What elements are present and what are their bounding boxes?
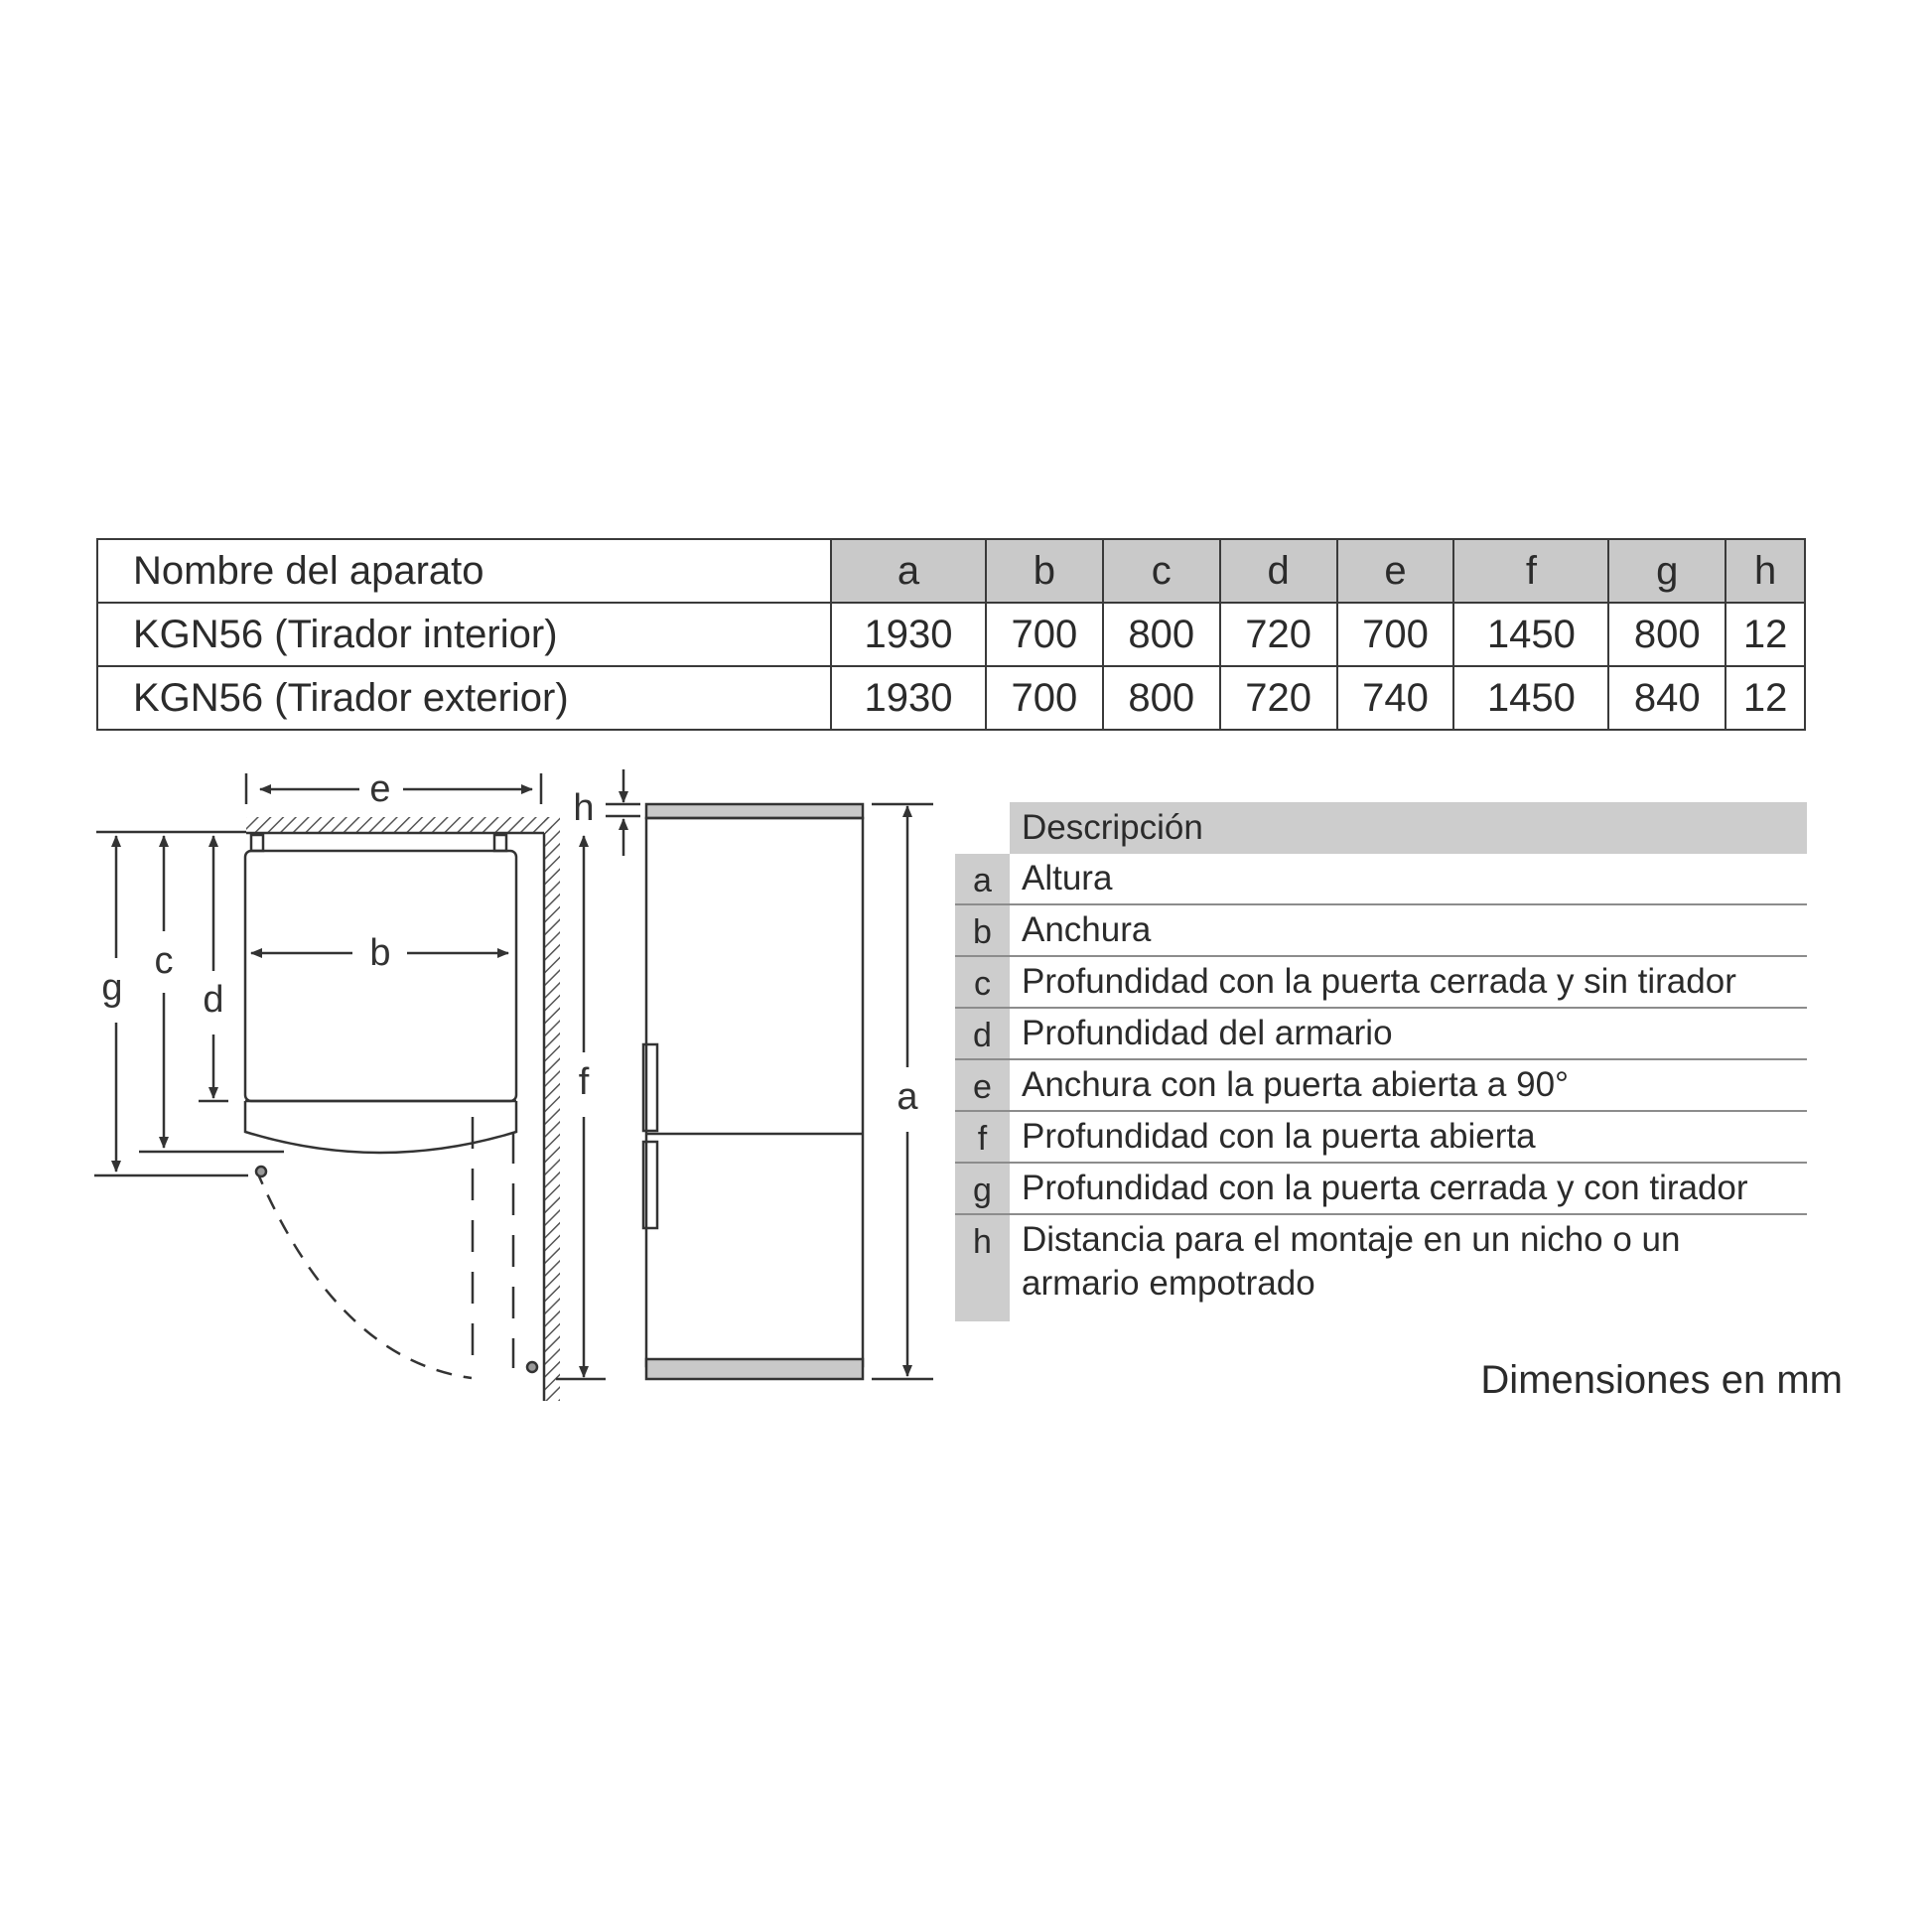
legend-item bbox=[955, 957, 1807, 1009]
label-g: g bbox=[101, 967, 123, 1009]
wall-hatch-right bbox=[544, 817, 560, 1401]
table-cell: 12 bbox=[1725, 666, 1805, 730]
table-cell: 1450 bbox=[1453, 666, 1608, 730]
units-note: Dimensiones en mm bbox=[1480, 1358, 1843, 1402]
front-top-cap bbox=[646, 804, 863, 818]
legend-text: Distancia para el montaje en un nicho o un armario empotrado bbox=[1022, 1220, 1681, 1303]
table-cell: 700 bbox=[986, 603, 1103, 666]
table-cell: 720 bbox=[1220, 666, 1337, 730]
table-header-cell: a bbox=[831, 539, 986, 603]
table-cell: 720 bbox=[1220, 603, 1337, 666]
table-cell: 1450 bbox=[1453, 603, 1608, 666]
table-header-cell: h bbox=[1725, 539, 1805, 603]
front-view bbox=[643, 804, 933, 1379]
legend-item bbox=[955, 1164, 1807, 1215]
table-cell: 800 bbox=[1103, 603, 1220, 666]
label-b: b bbox=[369, 932, 391, 974]
legend-key: h bbox=[955, 1215, 1010, 1321]
table-cell: 1930 bbox=[831, 666, 986, 730]
table-cell: 800 bbox=[1608, 603, 1725, 666]
wall-hatch-top bbox=[246, 817, 552, 833]
hinge-bottom bbox=[256, 1167, 266, 1176]
legend-item bbox=[955, 1060, 1807, 1112]
legend-text: Anchura con la puerta abierta a 90° bbox=[1022, 1065, 1570, 1104]
legend-item bbox=[955, 1215, 1807, 1321]
legend-text: Profundidad con la puerta cerrada y sin tirador bbox=[1022, 962, 1736, 1001]
table-cell: 12 bbox=[1725, 603, 1805, 666]
legend-key: g bbox=[955, 1164, 1010, 1213]
table-header-cell: d bbox=[1220, 539, 1337, 603]
legend-key: b bbox=[955, 905, 1010, 955]
table-cell: 740 bbox=[1337, 666, 1454, 730]
label-h: h bbox=[573, 787, 595, 829]
table-header-cell: b bbox=[986, 539, 1103, 603]
label-f: f bbox=[578, 1061, 590, 1103]
table-cell: 1930 bbox=[831, 603, 986, 666]
spacer-right bbox=[494, 835, 506, 851]
table-header-cell: e bbox=[1337, 539, 1454, 603]
table-cell: 700 bbox=[986, 666, 1103, 730]
legend-text: Altura bbox=[1022, 859, 1113, 897]
table-header-cell: c bbox=[1103, 539, 1220, 603]
table-cell: 840 bbox=[1608, 666, 1725, 730]
door-swing-arc bbox=[256, 1170, 472, 1378]
legend-text: Profundidad del armario bbox=[1022, 1014, 1393, 1052]
legend-item bbox=[955, 1112, 1807, 1164]
legend-item bbox=[955, 1009, 1807, 1060]
fridge-body-top bbox=[245, 851, 516, 1101]
description-legend bbox=[955, 802, 1807, 1321]
spacer-left bbox=[251, 835, 263, 851]
legend-key: c bbox=[955, 957, 1010, 1007]
table-row-name: KGN56 (Tirador exterior) bbox=[97, 666, 831, 730]
table-header-cell: f bbox=[1453, 539, 1608, 603]
top-view bbox=[94, 773, 606, 1401]
door-front-curve bbox=[245, 1101, 516, 1153]
table-header-cell: g bbox=[1608, 539, 1725, 603]
legend-text: Profundidad con la puerta abierta bbox=[1022, 1117, 1536, 1156]
legend-title: Descripción bbox=[1010, 802, 1807, 854]
hinge-open bbox=[527, 1362, 537, 1372]
legend-header bbox=[955, 802, 1807, 854]
table-row-name: KGN56 (Tirador interior) bbox=[97, 603, 831, 666]
label-c: c bbox=[154, 940, 174, 982]
table-header-name: Nombre del aparato bbox=[97, 539, 831, 603]
label-d: d bbox=[203, 979, 224, 1021]
table-cell: 700 bbox=[1337, 603, 1454, 666]
legend-text: Profundidad con la puerta cerrada y con tirador bbox=[1022, 1169, 1748, 1207]
legend-header-spacer bbox=[955, 802, 1010, 854]
label-a: a bbox=[897, 1076, 918, 1118]
legend-item bbox=[955, 854, 1807, 905]
fridge-front-body bbox=[646, 818, 863, 1366]
legend-text: Anchura bbox=[1022, 910, 1152, 949]
front-bottom-cap bbox=[646, 1359, 863, 1379]
label-e: e bbox=[369, 768, 391, 810]
legend-key: e bbox=[955, 1060, 1010, 1110]
legend-item bbox=[955, 905, 1807, 957]
legend-key: f bbox=[955, 1112, 1010, 1162]
legend-key: a bbox=[955, 854, 1010, 903]
table-cell: 800 bbox=[1103, 666, 1220, 730]
legend-key: d bbox=[955, 1009, 1010, 1058]
h-dimension bbox=[606, 769, 640, 856]
